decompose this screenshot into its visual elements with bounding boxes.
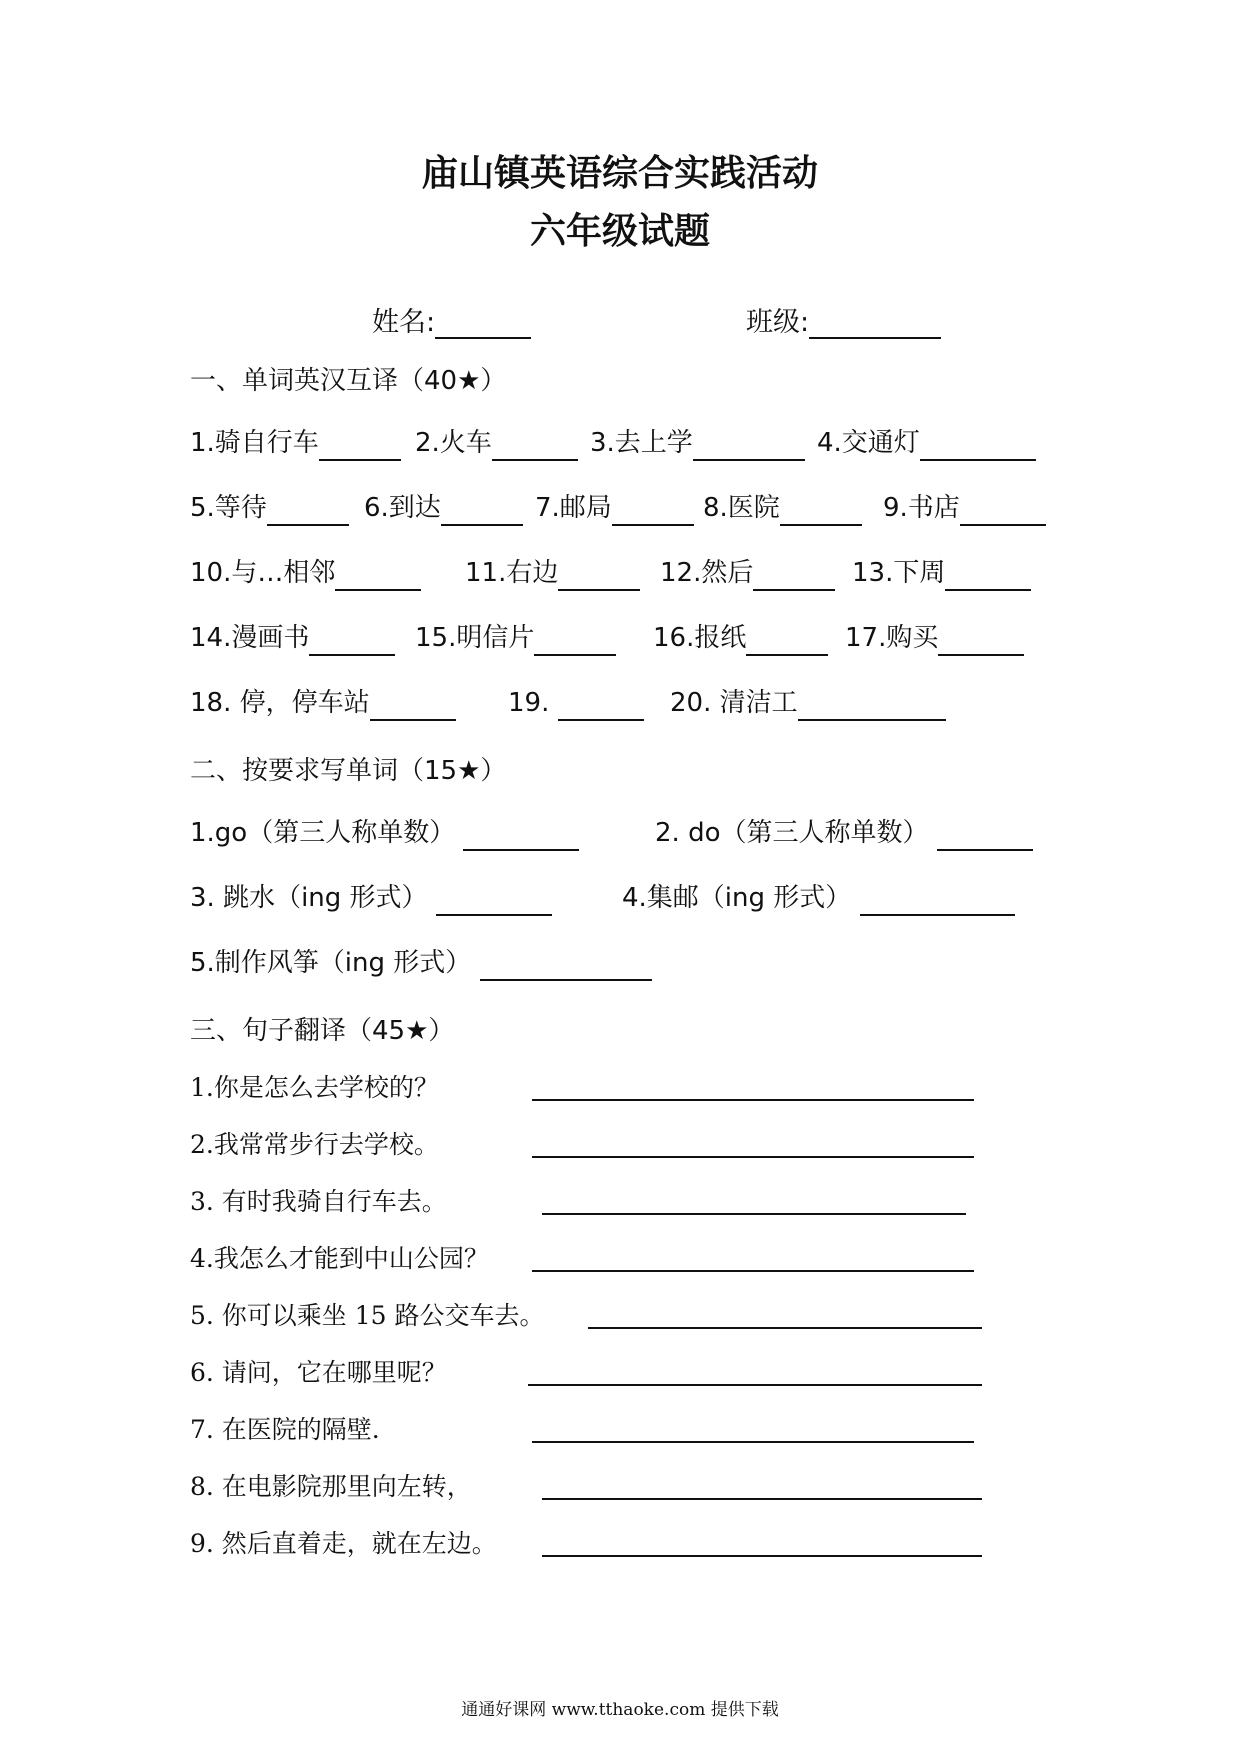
- sentence-answer-line[interactable]: [532, 1156, 974, 1158]
- name-label: 姓名:: [372, 307, 436, 338]
- answer-blank[interactable]: [937, 821, 1033, 851]
- sentence-prompt: 9. 然后直着走，就在左边。: [190, 1529, 497, 1558]
- answer-blank[interactable]: [441, 496, 523, 526]
- footer-text: 通通好课网 www.tthaoke.com 提供下载: [461, 1700, 779, 1720]
- answer-blank[interactable]: [612, 496, 694, 526]
- vocab-item: 13.下周: [852, 555, 1031, 591]
- vocab-item: 5.等待: [190, 490, 349, 526]
- answer-blank[interactable]: [480, 951, 652, 981]
- sentence-answer-line[interactable]: [542, 1213, 966, 1215]
- answer-blank[interactable]: [534, 626, 616, 656]
- vocab-item: 6.到达: [364, 490, 523, 526]
- answer-blank[interactable]: [960, 496, 1046, 526]
- vocab-item: 3.去上学: [590, 425, 805, 461]
- word-item: 2. do（第三人称单数）: [655, 815, 1033, 851]
- sentence-answer-line[interactable]: [542, 1555, 982, 1557]
- answer-blank[interactable]: [370, 691, 456, 721]
- answer-blank[interactable]: [780, 496, 862, 526]
- name-field[interactable]: [372, 300, 531, 339]
- word-item: 5.制作风筝（ing 形式）: [190, 945, 652, 981]
- answer-blank[interactable]: [945, 561, 1031, 591]
- answer-blank[interactable]: [319, 431, 401, 461]
- vocab-item: 16.报纸: [653, 620, 828, 656]
- class-label: 班级:: [746, 307, 810, 338]
- sentence-prompt: 8. 在电影院那里向左转，: [190, 1472, 472, 1501]
- vocab-item: 7.邮局: [535, 490, 694, 526]
- section2-heading: 二、按要求写单词（15★）: [190, 756, 507, 786]
- answer-blank[interactable]: [920, 431, 1036, 461]
- sentence-prompt: 1.你是怎么去学校的？: [190, 1073, 439, 1102]
- vocab-item: 10.与…相邻: [190, 555, 421, 591]
- answer-blank[interactable]: [746, 626, 828, 656]
- answer-blank[interactable]: [492, 431, 578, 461]
- vocab-item: 11.右边: [465, 555, 640, 591]
- sentence-prompt: 7. 在医院的隔壁.: [190, 1415, 380, 1444]
- sentence-prompt: 2.我常常步行去学校。: [190, 1130, 439, 1159]
- section1-heading: 一、单词英汉互译（40★）: [190, 366, 507, 396]
- vocab-item: 12.然后: [660, 555, 835, 591]
- vocab-item: 15.明信片: [415, 620, 616, 656]
- vocab-item: 17.购买: [845, 620, 1024, 656]
- sentence-answer-line[interactable]: [532, 1099, 974, 1101]
- vocab-item: 8.医院: [703, 490, 862, 526]
- sentence-answer-line[interactable]: [542, 1498, 982, 1500]
- page-subtitle: 六年级试题: [529, 210, 710, 252]
- vocab-item: 20. 清洁工: [670, 685, 946, 721]
- sentence-prompt: 6. 请问，它在哪里呢？: [190, 1358, 447, 1387]
- word-item: 3. 跳水（ing 形式）: [190, 880, 552, 916]
- class-blank[interactable]: [809, 309, 941, 339]
- answer-blank[interactable]: [860, 886, 1015, 916]
- vocab-item: 19.: [508, 685, 644, 721]
- sentence-answer-line[interactable]: [528, 1384, 982, 1386]
- vocab-item: 1.骑自行车: [190, 425, 401, 461]
- answer-blank[interactable]: [335, 561, 421, 591]
- vocab-item: 2.火车: [415, 425, 578, 461]
- vocab-item: 14.漫画书: [190, 620, 395, 656]
- vocab-item: 4.交通灯: [817, 425, 1036, 461]
- page-title: 庙山镇英语综合实践活动: [421, 152, 818, 194]
- sentence-answer-line[interactable]: [588, 1327, 982, 1329]
- answer-blank[interactable]: [463, 821, 579, 851]
- sentence-answer-line[interactable]: [532, 1270, 974, 1272]
- answer-blank[interactable]: [798, 691, 946, 721]
- word-item: 4.集邮（ing 形式）: [622, 880, 1015, 916]
- sentence-answer-line[interactable]: [532, 1441, 974, 1443]
- section3-heading: 三、句子翻译（45★）: [190, 1016, 455, 1046]
- sentence-prompt: 4.我怎么才能到中山公园？: [190, 1244, 489, 1273]
- answer-blank[interactable]: [267, 496, 349, 526]
- vocab-item: 18. 停，停车站: [190, 685, 456, 721]
- word-item: 1.go（第三人称单数）: [190, 815, 579, 851]
- answer-blank[interactable]: [436, 886, 552, 916]
- class-field[interactable]: [746, 300, 941, 339]
- name-blank[interactable]: [435, 309, 531, 339]
- vocab-item: 9.书店: [883, 490, 1046, 526]
- sentence-prompt: 5. 你可以乘坐 15 路公交车去。: [190, 1301, 545, 1330]
- answer-blank[interactable]: [558, 561, 640, 591]
- answer-blank[interactable]: [558, 691, 644, 721]
- sentence-prompt: 3. 有时我骑自行车去。: [190, 1187, 447, 1216]
- answer-blank[interactable]: [309, 626, 395, 656]
- answer-blank[interactable]: [938, 626, 1024, 656]
- answer-blank[interactable]: [753, 561, 835, 591]
- answer-blank[interactable]: [693, 431, 805, 461]
